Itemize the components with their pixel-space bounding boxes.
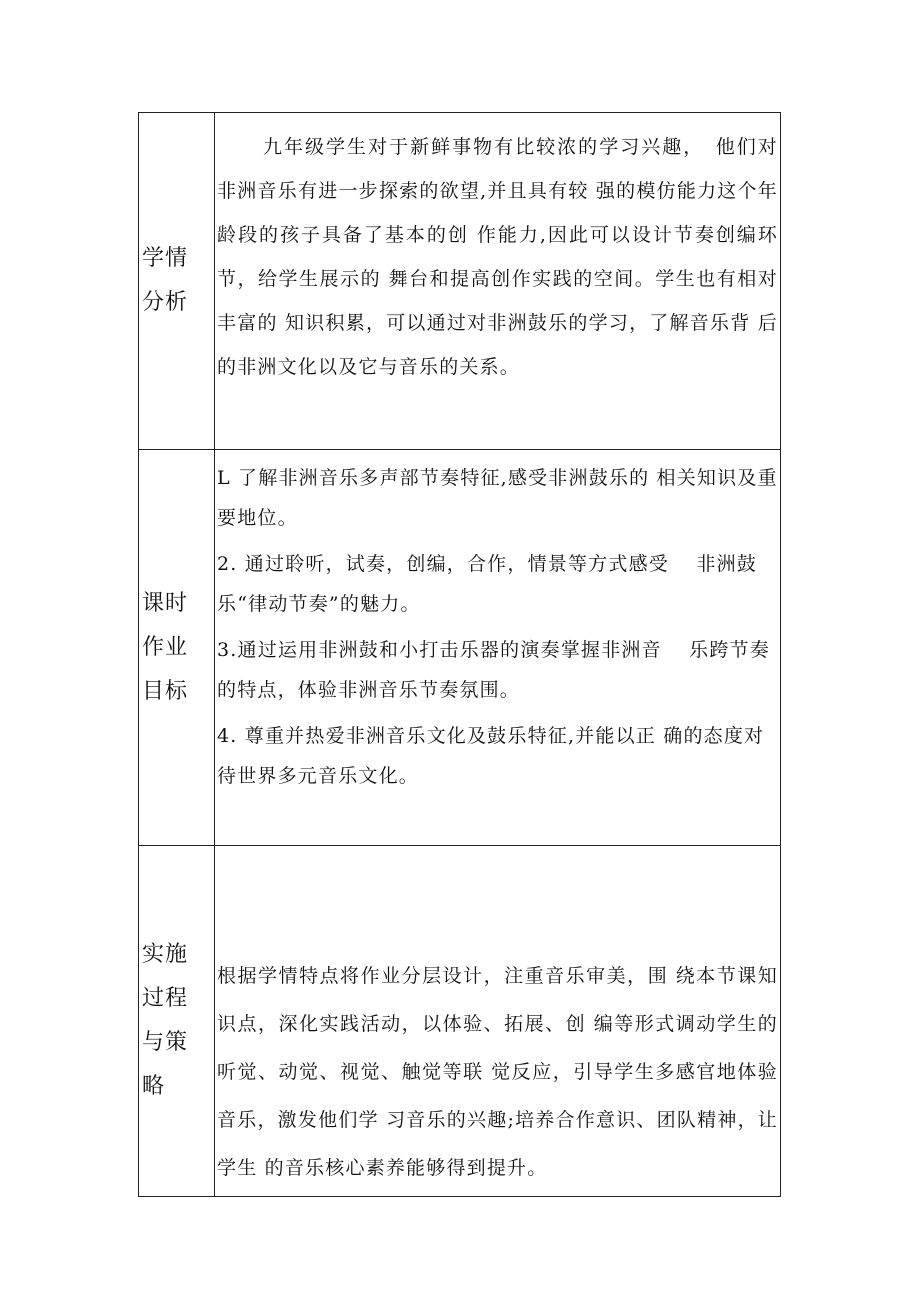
row-content-cell xyxy=(215,113,781,450)
goal-item: 3.通过运用非洲鼓和小打击乐器的演奏掌握非洲音 乐跨节奏的特点，体验非洲音乐节奏氛围。 xyxy=(217,639,770,701)
row-label-line: 学情 xyxy=(142,246,189,271)
goal-item: L 了解非洲音乐多声部节奏特征,感受非洲鼓乐的 相关知识及重要地位。 xyxy=(217,467,778,529)
row-label-cell xyxy=(139,113,215,450)
row-label-cell xyxy=(139,450,215,846)
row-label-line: 课时 xyxy=(142,590,189,616)
row-content-cell xyxy=(215,846,781,1197)
row-label-line: 略 xyxy=(142,1074,166,1099)
row-label-cell xyxy=(139,846,215,1197)
implementation-text: 根据学情特点将作业分层设计，注重音乐审美，围 绕本节课知识点，深化实践活动，以体验、拓展、创 编等形式调动学生的听觉、动觉、视觉、触觉等联 觉反应，引导学生多感官地体验音乐，激发他们学 习音乐的兴趣;培养合作意识、团队精神，让学生 的音乐核心素养能够得到提升。 xyxy=(217,965,778,1179)
goal-item: 4. 尊重并热爱非洲音乐文化及鼓乐特征,并能以正 确的态度对待世界多元音乐文化。 xyxy=(217,725,765,787)
row-label-line: 过程 xyxy=(142,986,189,1011)
row-label-line: 实施 xyxy=(142,942,189,967)
learning-analysis-text: 九年级学生对于新鲜事物有比较浓的学习兴趣， 他们对非洲音乐有进一步探索的欲望,并且具有较 强的模仿能力这个年龄段的孩子具备了基本的创 作能力,因此可以设计节奏创编环节，给学生展示的 舞台和提高创作实践的空间。学生也有相对丰富的 知识积累，可以通过对非洲鼓乐的学习，了解音乐背 后的非洲文化以及它与音乐的关系。 xyxy=(217,136,778,378)
row-label-line: 分析 xyxy=(142,290,189,315)
table-row-learning-analysis xyxy=(139,113,781,450)
row-content-cell xyxy=(215,450,781,846)
row-label-line: 目标 xyxy=(142,678,189,704)
row-label-line: 与策 xyxy=(142,1030,189,1055)
row-label-line: 作业 xyxy=(142,634,189,660)
table-row-implementation xyxy=(139,846,781,1197)
goal-item: 2. 通过聆听，试奏，创编，合作，情景等方式感受 非洲鼓乐“律动节奏”的魅力。 xyxy=(217,553,758,615)
table-row-lesson-goals xyxy=(139,450,781,846)
lesson-plan-table xyxy=(138,112,781,1197)
